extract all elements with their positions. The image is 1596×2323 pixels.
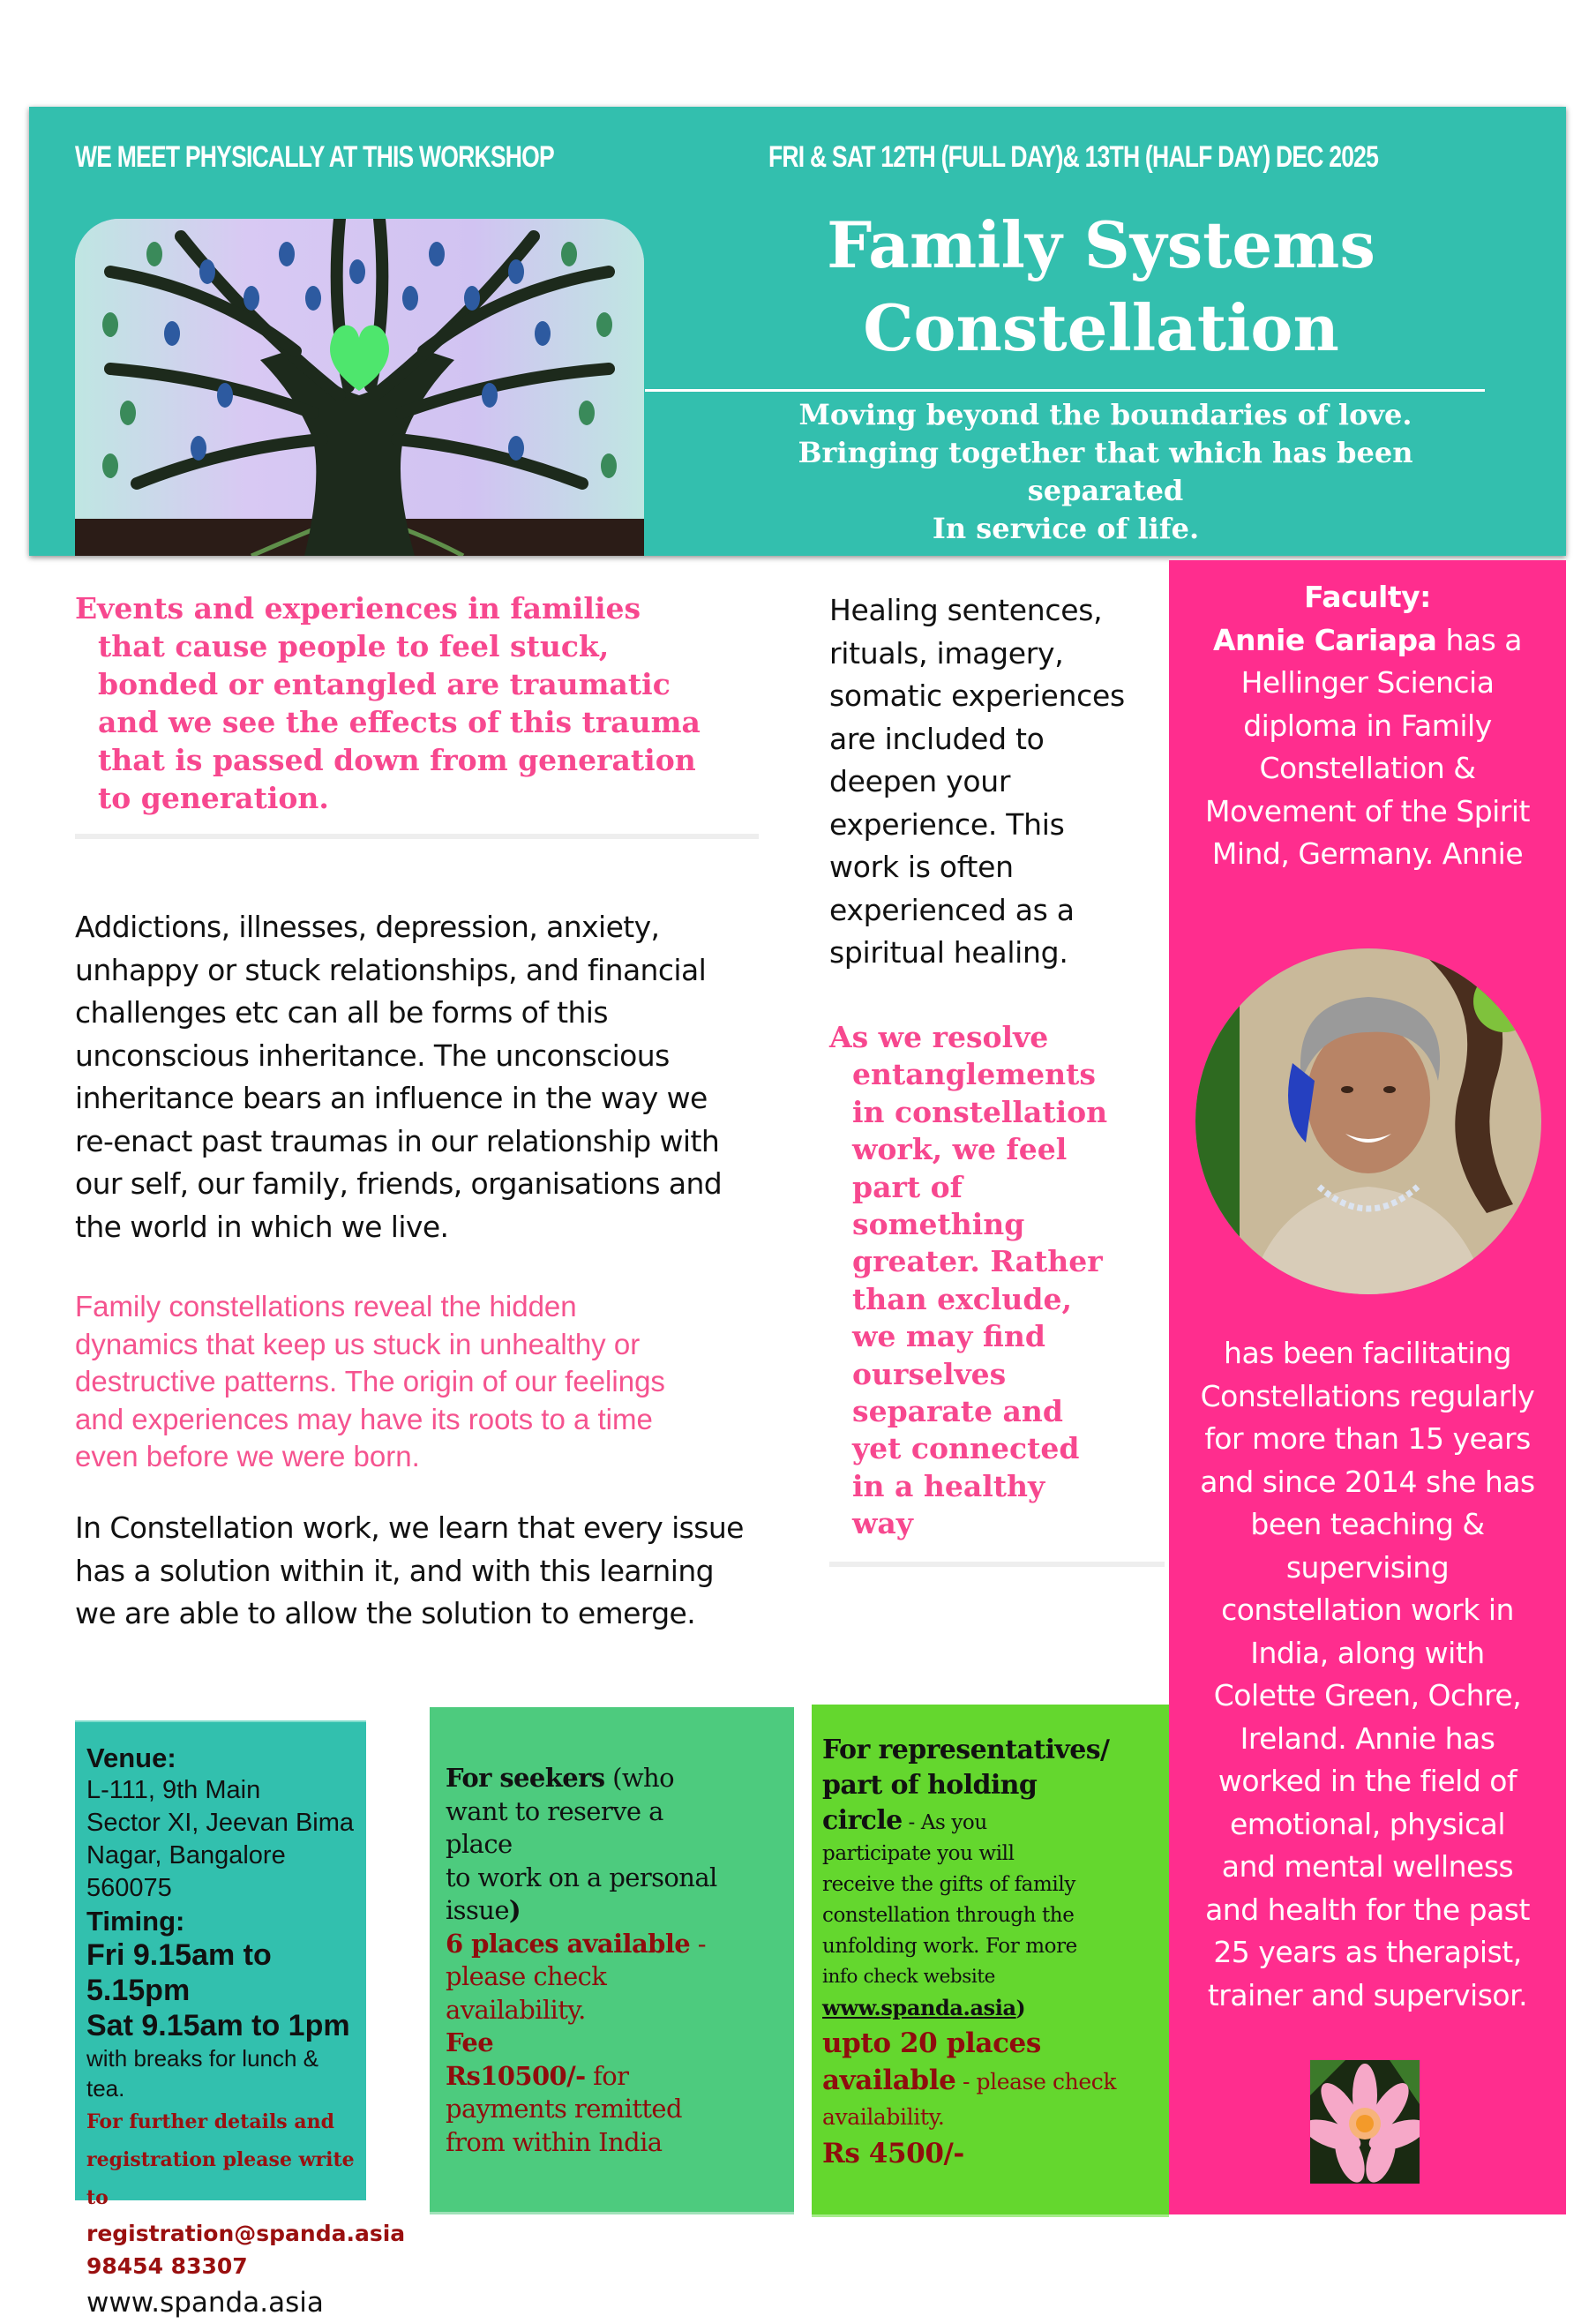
paragraph-line: re-enact past traumas in our relationship with bbox=[75, 1123, 720, 1158]
seekers-desc: (who bbox=[604, 1763, 674, 1793]
bio-line: 25 years as therapist, bbox=[1213, 1935, 1522, 1969]
representatives-panel bbox=[812, 1705, 1169, 2217]
rep-places: upto 20 places bbox=[822, 2027, 1041, 2059]
rep-heading-line: For representatives/ bbox=[822, 1735, 1110, 1765]
lotus-flower-icon bbox=[1310, 2060, 1420, 2184]
bio-line: Hellinger Sciencia bbox=[1240, 665, 1495, 700]
address-line: Nagar, Bangalore 560075 bbox=[86, 1841, 286, 1902]
quote-line: way bbox=[852, 1506, 913, 1541]
venue-panel bbox=[75, 1720, 406, 2319]
quote-line: ourselves bbox=[852, 1356, 1007, 1391]
rep-desc-line: unfolding work. For more bbox=[822, 1935, 1077, 1958]
quote-line: part of bbox=[852, 1169, 963, 1204]
bio-line: diploma in Family bbox=[1243, 708, 1492, 743]
section-divider bbox=[75, 834, 759, 839]
tree-heart-icon bbox=[75, 219, 644, 556]
seekers-places: 6 places available bbox=[446, 1928, 691, 1959]
rep-available: available bbox=[822, 2064, 956, 2096]
quote-line: As we resolve bbox=[829, 1020, 1049, 1054]
seekers-desc-line: want to reserve a bbox=[446, 1795, 663, 1826]
seekers-dash: - bbox=[690, 1928, 706, 1959]
faculty-heading: Faculty: bbox=[1304, 580, 1431, 614]
bio-line: been teaching & bbox=[1250, 1507, 1485, 1541]
rep-check: - please check bbox=[955, 2069, 1117, 2094]
paragraph-line: spiritual healing. bbox=[829, 935, 1068, 970]
lead-line: that is passed down from generation bbox=[98, 743, 696, 777]
paragraph-line: Family constellations reveal the hidden bbox=[75, 1290, 577, 1323]
faculty-intro bbox=[1169, 576, 1566, 876]
bio-line: for more than 15 years bbox=[1204, 1421, 1531, 1456]
lead-line: and we see the effects of this trauma bbox=[98, 705, 701, 739]
fee-label: Fee bbox=[446, 2027, 494, 2057]
bio-line: Constellation & bbox=[1259, 751, 1476, 785]
paragraph-line: rituals, imagery, bbox=[829, 635, 1064, 671]
website-link[interactable]: www.spanda.asia bbox=[86, 2287, 324, 2319]
seekers-heading: For seekers bbox=[446, 1763, 605, 1793]
paragraph-line: the world in which we live. bbox=[75, 1209, 449, 1244]
quote-line: in constellation bbox=[852, 1094, 1108, 1129]
seekers-desc-line: place bbox=[446, 1829, 513, 1859]
rep-desc-line: constellation through the bbox=[822, 1904, 1075, 1927]
rep-paren: ) bbox=[1015, 1997, 1026, 2020]
check-line: availability. bbox=[446, 1994, 586, 2025]
paragraph-line: experience. This bbox=[829, 806, 1065, 842]
inheritance-paragraph bbox=[75, 906, 781, 1248]
family-constellations-paragraph bbox=[75, 1288, 781, 1476]
rep-fee: Rs 4500/- bbox=[822, 2138, 964, 2169]
lead-line: to generation. bbox=[98, 781, 329, 815]
rep-heading-line: circle bbox=[822, 1805, 903, 1836]
faculty-bio bbox=[1169, 1332, 1566, 2017]
bio-line: India, along with bbox=[1250, 1635, 1485, 1670]
tagline-line: separated bbox=[1027, 474, 1184, 507]
bio-line: and mental wellness bbox=[1221, 1849, 1514, 1884]
seekers-paren: ) bbox=[508, 1895, 521, 1925]
bio-line: and since 2014 she has bbox=[1200, 1464, 1535, 1499]
faculty-sidebar bbox=[1169, 560, 1566, 2214]
paragraph-line: experienced as a bbox=[829, 892, 1075, 927]
fee-amount: Rs10500/- bbox=[446, 2060, 586, 2091]
quote-line: something bbox=[852, 1207, 1025, 1242]
section-divider bbox=[829, 1562, 1165, 1567]
rep-desc-line: receive the gifts of family bbox=[822, 1873, 1075, 1896]
seekers-desc-line: issue bbox=[446, 1895, 509, 1925]
healing-paragraph bbox=[829, 589, 1147, 975]
title-line-2: Constellation bbox=[863, 290, 1339, 365]
paragraph-line: challenges etc can all be forms of this bbox=[75, 995, 608, 1030]
lead-paragraph bbox=[75, 589, 781, 817]
paragraph-line: unhappy or stuck relationships, and financial bbox=[75, 952, 707, 987]
quote-line: yet connected bbox=[852, 1431, 1080, 1466]
paragraph-line: destructive patterns. The origin of our feelings bbox=[75, 1365, 665, 1398]
saturday-timing: Sat 9.15am to 1pm bbox=[86, 2009, 350, 2042]
bio-line: Movement of the Spirit bbox=[1205, 793, 1530, 828]
phone-number[interactable]: 98454 83307 bbox=[86, 2253, 248, 2279]
bio-line: emotional, physical bbox=[1229, 1806, 1505, 1841]
paragraph-line: somatic experiences bbox=[829, 678, 1125, 713]
title-line-1: Family Systems bbox=[827, 207, 1375, 282]
rep-info: info check website bbox=[822, 1966, 995, 1988]
quote-line: in a healthy bbox=[852, 1468, 1045, 1503]
bio-line: supervising bbox=[1285, 1549, 1450, 1585]
paragraph-line: unconscious inheritance. The unconscious bbox=[75, 1038, 670, 1073]
seekers-panel bbox=[430, 1707, 794, 2214]
check-line: please check bbox=[446, 1961, 607, 1991]
tagline-line: Moving beyond the boundaries of love. bbox=[798, 398, 1412, 431]
tagline-line: In service of life. bbox=[932, 512, 1200, 545]
paragraph-line: dynamics that keep us stuck in unhealthy or bbox=[75, 1327, 641, 1360]
venue-label: Venue: bbox=[86, 1742, 176, 1773]
bio-line: Mind, Germany. Annie bbox=[1211, 836, 1524, 871]
page-title bbox=[647, 204, 1555, 370]
portrait-photo-icon bbox=[1195, 948, 1541, 1294]
paragraph-line: inheritance bears an influence in the way we bbox=[75, 1081, 708, 1115]
lead-line: Events and experiences in families bbox=[75, 591, 641, 626]
rep-availability: availability. bbox=[822, 2104, 945, 2130]
header-banner bbox=[29, 107, 1566, 556]
lead-line: that cause people to feel stuck, bbox=[98, 629, 610, 663]
rep-heading-line: part of holding bbox=[822, 1770, 1038, 1801]
bio-line: and health for the past bbox=[1205, 1892, 1530, 1927]
quote-line: than exclude, bbox=[852, 1281, 1072, 1316]
lotus-image bbox=[1310, 2060, 1420, 2184]
registration-email-link[interactable]: registration@spanda.asia bbox=[86, 2221, 406, 2246]
quote-line: separate and bbox=[852, 1394, 1063, 1429]
rep-desc: - As you bbox=[902, 1811, 987, 1834]
paragraph-line: deepen your bbox=[829, 764, 1011, 798]
fee-line: payments remitted bbox=[446, 2094, 682, 2124]
quote-line: entanglements bbox=[852, 1057, 1096, 1092]
bio-line: constellation work in bbox=[1221, 1592, 1514, 1627]
paragraph-line: and experiences may have its roots to a time bbox=[75, 1402, 653, 1435]
paragraph-line: work is often bbox=[829, 850, 1014, 884]
rep-website-link[interactable]: www.spanda.asia bbox=[822, 1995, 1016, 2020]
tagline bbox=[664, 396, 1547, 548]
address-line: L-111, 9th Main bbox=[86, 1776, 261, 1804]
paragraph-line: In Constellation work, we learn that every issue bbox=[75, 1510, 744, 1545]
faculty-portrait bbox=[1195, 948, 1541, 1294]
meeting-mode-label: WE MEET PHYSICALLY AT THIS WORKSHOP bbox=[75, 140, 554, 174]
workshop-dates: FRI & SAT 12TH (FULL DAY)& 13TH (HALF DAY) DEC 2025 bbox=[768, 140, 1379, 174]
friday-timing: Fri 9.15am to 5.15pm bbox=[86, 1938, 272, 2007]
address-line: Sector XI, Jeevan Bima bbox=[86, 1809, 355, 1837]
paragraph-line: are included to bbox=[829, 721, 1045, 756]
paragraph-line: Addictions, illnesses, depression, anxiety, bbox=[75, 910, 660, 944]
fee-suffix: for bbox=[585, 2060, 629, 2091]
details-line: registration please write to bbox=[86, 2148, 355, 2209]
paragraph-line: Healing sentences, bbox=[829, 593, 1103, 627]
seekers-desc-line: to work on a personal bbox=[446, 1862, 717, 1892]
bio-line: Ireland. Annie has bbox=[1240, 1720, 1495, 1756]
paragraph-line: our self, our family, friends, organisations and bbox=[75, 1166, 723, 1201]
faculty-name-suffix: has a bbox=[1436, 622, 1522, 657]
tagline-line: Bringing together that which has been bbox=[798, 436, 1413, 469]
paragraph-line: we are able to allow the solution to emerge. bbox=[75, 1596, 696, 1630]
bio-line: has been facilitating bbox=[1224, 1336, 1511, 1370]
bio-line: Constellations regularly bbox=[1200, 1378, 1535, 1413]
rep-desc-line: participate you will bbox=[822, 1842, 1015, 1865]
fee-line: from within India bbox=[446, 2126, 663, 2157]
lead-line: bonded or entangled are traumatic bbox=[98, 667, 671, 701]
quote-line: work, we feel bbox=[852, 1132, 1068, 1167]
quote-line: greater. Rather bbox=[852, 1244, 1103, 1279]
faculty-name: Annie Cariapa bbox=[1213, 622, 1437, 657]
bio-line: Colette Green, Ochre, bbox=[1213, 1678, 1522, 1712]
breaks-note: with breaks for lunch & tea. bbox=[86, 2045, 319, 2102]
timing-label: Timing: bbox=[86, 1906, 185, 1937]
tree-of-life-image bbox=[75, 219, 644, 556]
title-divider bbox=[645, 389, 1485, 392]
paragraph-line: has a solution within it, and with this learning bbox=[75, 1553, 714, 1588]
quote-line: we may find bbox=[852, 1319, 1045, 1354]
bio-line: trainer and supervisor. bbox=[1207, 1977, 1528, 2012]
pull-quote bbox=[829, 1019, 1165, 1543]
solution-paragraph bbox=[75, 1507, 790, 1636]
details-line: For further details and bbox=[86, 2110, 334, 2133]
bio-line: worked in the field of bbox=[1218, 1764, 1517, 1798]
paragraph-line: even before we were born. bbox=[75, 1440, 420, 1472]
